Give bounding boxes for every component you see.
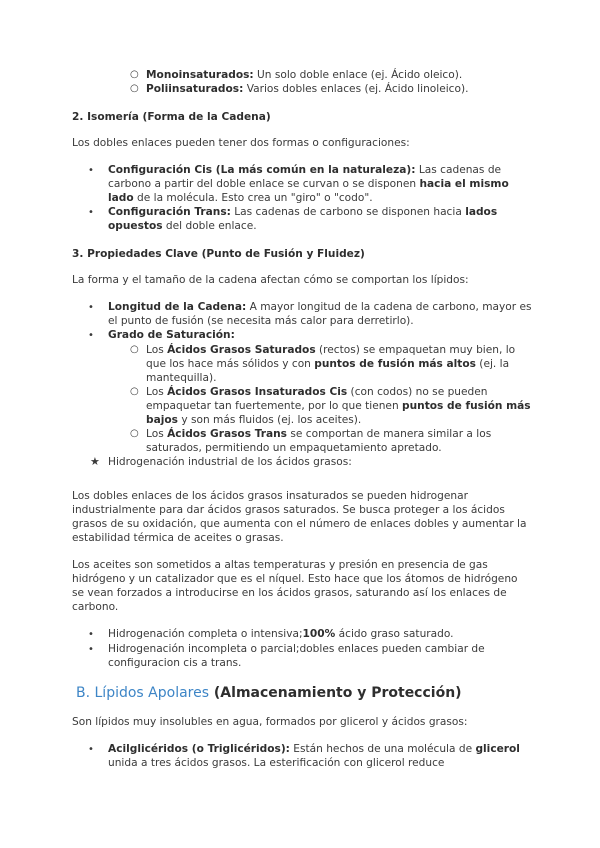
disc-bullet-icon: • — [88, 330, 94, 341]
list-configurations — [72, 163, 532, 233]
paragraph-hidrogenacion-2: Los aceites son sometidos a altas temperaturas y presión en presencia de gas hidrógeno y un catalizador que es el níquel. Esto hace que los átomos de hidrógeno se vean forzados a introducirse en los ácidos grasos, saturando así los enlaces de carbono. — [72, 559, 518, 613]
term-monoinsaturados: Monoinsaturados: — [146, 69, 254, 81]
list-item: ○ Monoinsaturados: Un solo doble enlace (ej. Ácido oleico). — [130, 69, 463, 81]
paragraph-isomeria: Los dobles enlaces pueden tener dos formas o configuraciones: — [72, 137, 410, 149]
section-title-lipidos-apolares: B. Lípidos Apolares (Almacenamiento y Protección) — [76, 685, 462, 701]
circle-bullet-icon: ○ — [130, 344, 139, 355]
star-icon: ★ — [90, 455, 100, 468]
document-page — [72, 68, 532, 770]
term-poliinsaturados: Poliinsaturados: — [146, 83, 244, 95]
heading-isomeria: 2. Isomería (Forma de la Cadena) — [72, 111, 271, 123]
heading-propiedades: 3. Propiedades Clave (Punto de Fusión y Fluidez) — [72, 248, 365, 260]
circle-bullet-icon: ○ — [130, 69, 139, 80]
list-item: • Hidrogenación incompleta o parcial;dobles enlaces pueden cambiar de configuracion cis a trans. — [72, 642, 532, 670]
list-item-acilgliceridos: • Acilglicéridos (o Triglicéridos): Están hechos de una molécula de glicerol unida a tres ácidos grasos. La esterificación con glicerol reduce — [72, 742, 532, 770]
sub-list-saturation-types — [130, 68, 532, 96]
disc-bullet-icon: • — [88, 165, 94, 176]
list-item: ○ Los Ácidos Grasos Insaturados Cis (con codos) no se pueden empaquetar tan fuertemente, por lo que tienen puntos de fusión más bajos y son más fluidos (ej. los aceites). — [130, 386, 531, 426]
list-item-trans: • Configuración Trans: Las cadenas de carbono se disponen hacia lados opuestos del doble enlace. — [72, 205, 532, 233]
list-item: ○ Poliinsaturados: Varios dobles enlaces (ej. Ácido linoleico). — [130, 83, 469, 95]
list-item: ○ Los Ácidos Grasos Saturados (rectos) se empaquetan muy bien, lo que los hace más sólidos y con puntos de fusión más altos (ej. la mantequilla). — [130, 344, 516, 384]
circle-bullet-icon: ○ — [130, 428, 139, 439]
list-item-cis: • Configuración Cis (La más común en la naturaleza): Las cadenas de carbono a partir del doble enlace se curvan o se disponen hacia el mismo lado de la molécula. Esto crea un "giro" o "codo". — [72, 163, 532, 205]
list-item: • Hidrogenación completa o intensiva;100% ácido graso saturado. — [72, 627, 532, 642]
circle-bullet-icon: ○ — [130, 83, 139, 94]
circle-bullet-icon: ○ — [130, 386, 139, 397]
sub-list-grado — [130, 343, 532, 455]
list-item-longitud: • Longitud de la Cadena: A mayor longitud de la cadena de carbono, mayor es el punto de fusión (se necesita más calor para derretirlo). — [72, 300, 532, 328]
list-properties — [72, 300, 532, 469]
list-item: ○ Los Ácidos Grasos Trans se comportan de manera similar a los saturados, permitiendo un empaquetamiento apretado. — [130, 428, 492, 454]
disc-bullet-icon: • — [88, 207, 94, 218]
paragraph-apolares: Son lípidos muy insolubles en agua, formados por glicerol y ácidos grasos: — [72, 716, 468, 728]
disc-bullet-icon: • — [88, 629, 94, 640]
list-item-hidrogenacion: ★ Hidrogenación industrial de los ácidos grasos: — [72, 455, 532, 469]
disc-bullet-icon: • — [88, 302, 94, 313]
disc-bullet-icon: • — [88, 744, 94, 755]
paragraph-propiedades: La forma y el tamaño de la cadena afectan cómo se comportan los lípidos: — [72, 274, 469, 286]
list-apolares — [72, 742, 532, 770]
disc-bullet-icon: • — [88, 644, 94, 655]
list-item-grado: • Grado de Saturación: — [72, 328, 532, 343]
list-hidrogenacion — [72, 627, 532, 670]
paragraph-hidrogenacion-1: Los dobles enlaces de los ácidos grasos insaturados se pueden hidrogenar industrialmente para dar ácidos grasos saturados. Se busca proteger a los ácidos grasos de su oxidación, que aumenta con el número de enlaces dobles y aumentar la estabilidad térmica de aceites o grasas. — [72, 490, 527, 544]
